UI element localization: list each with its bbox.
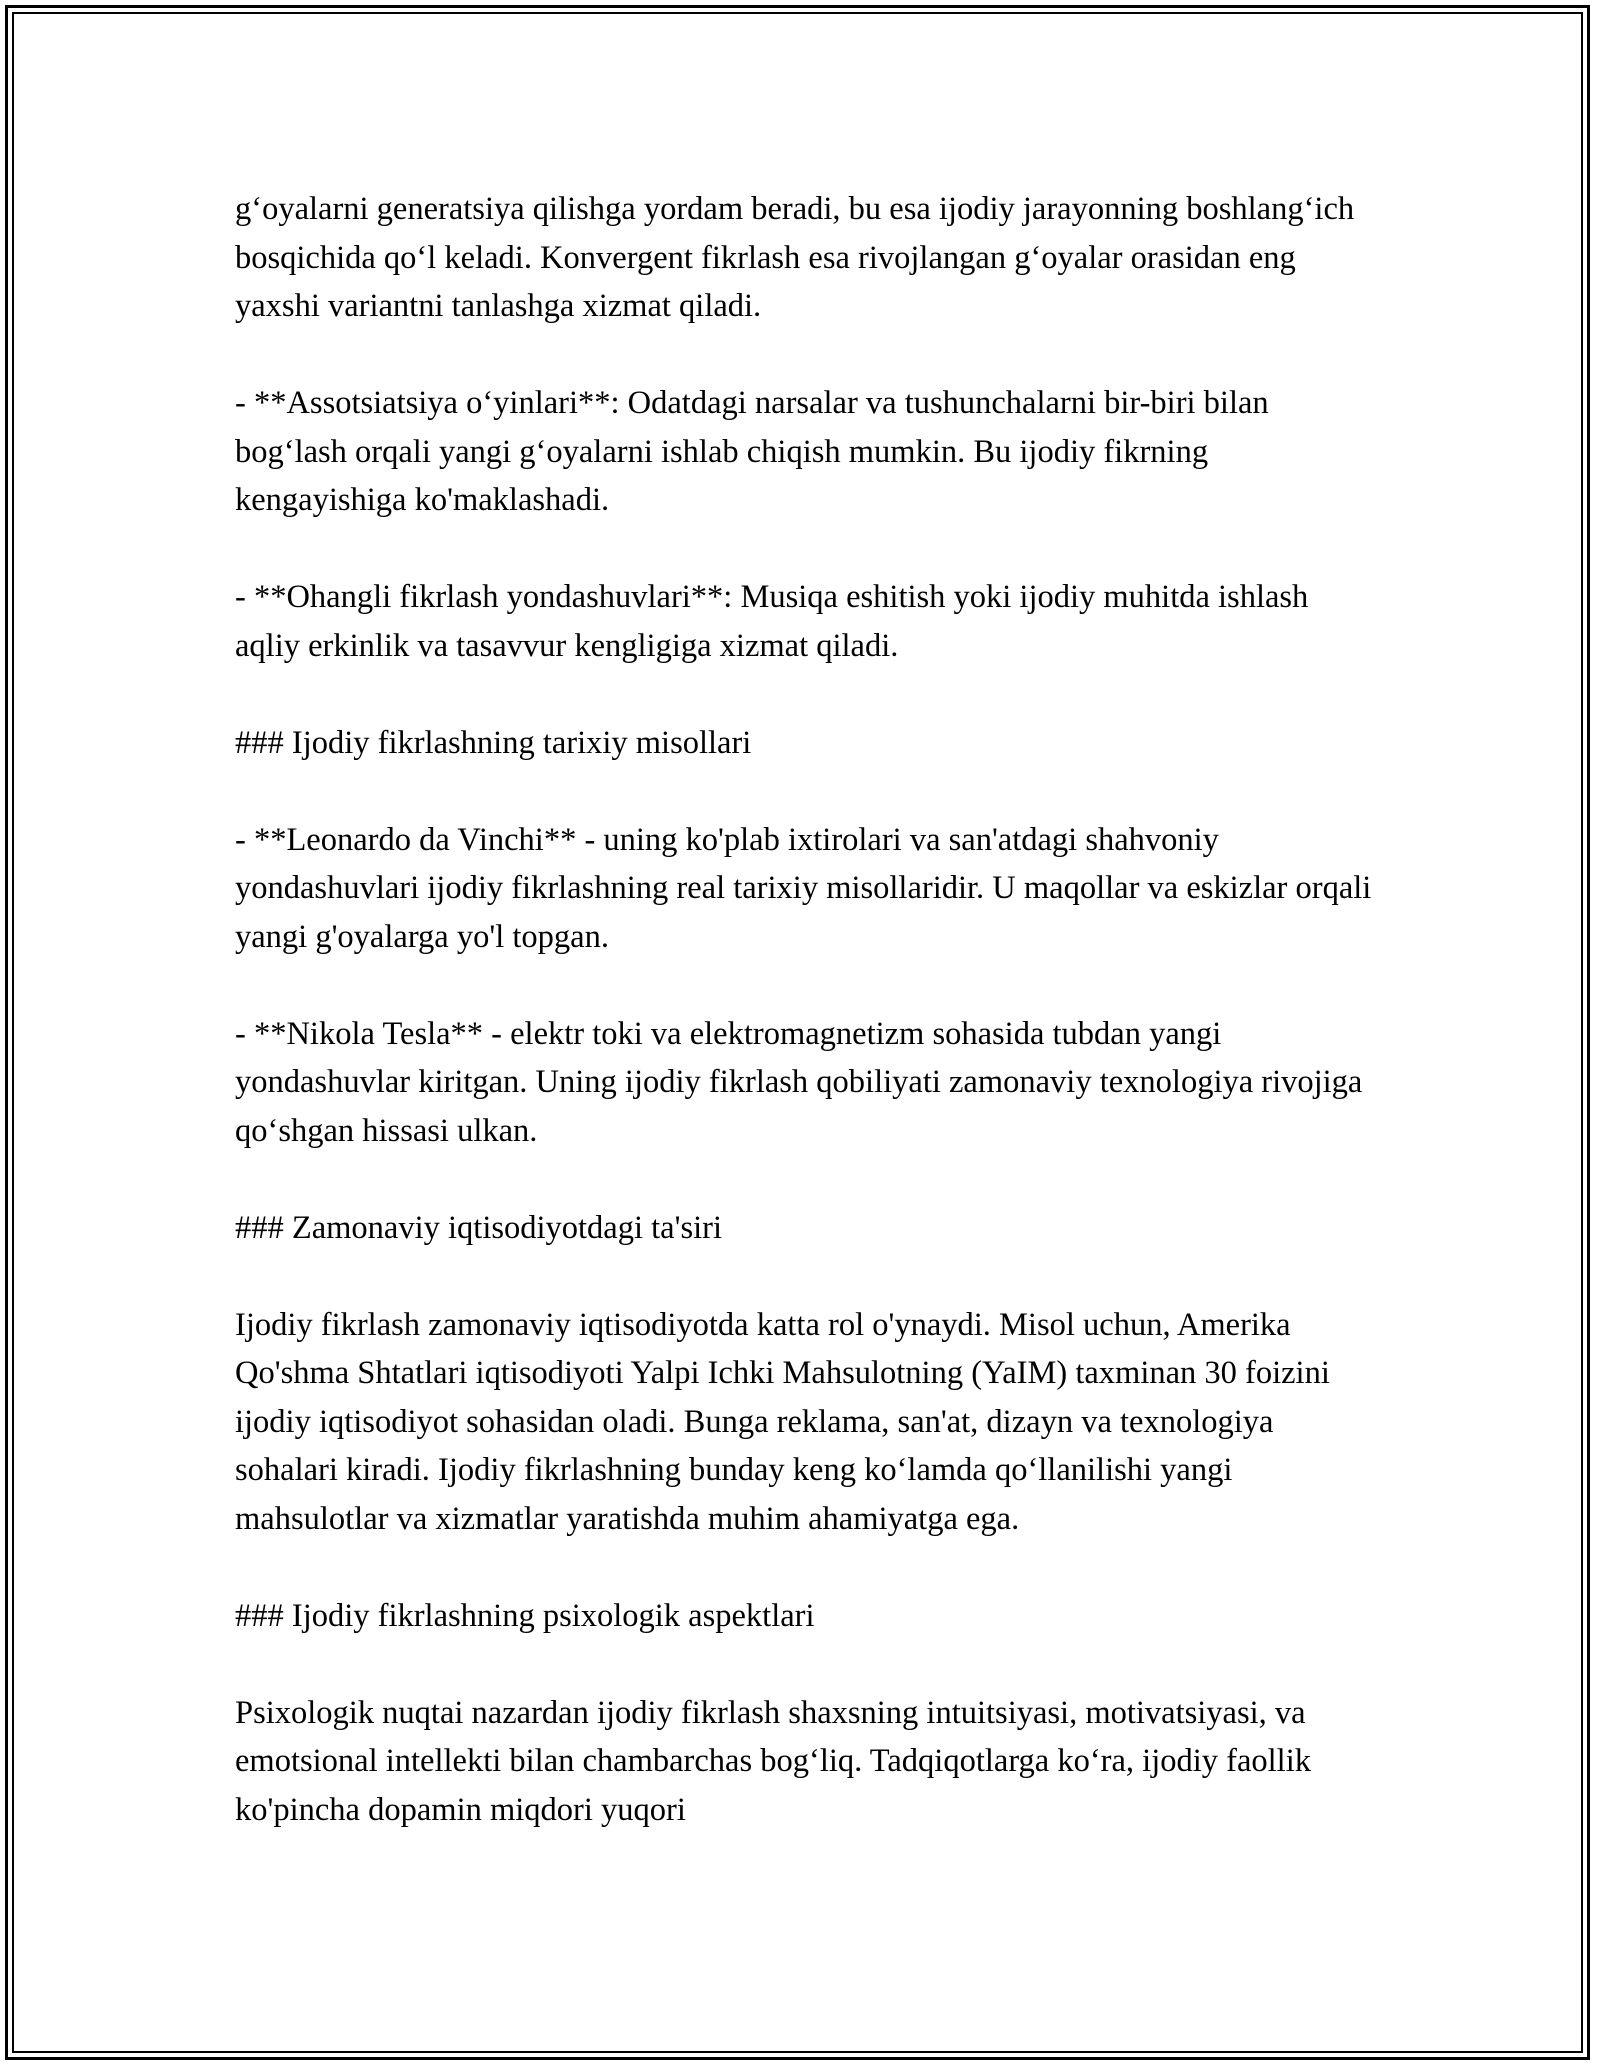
heading-historical-examples: ### Ijodiy fikrlashning tarixiy misollari [235,724,752,761]
paragraph-psychology: Psixologik nuqtai nazardan ijodiy fikrlash shaxsning intuitsiyasi, motivatsiyasi, va emotsional intellekti bilan chambarchas bog‘liq. Tadqiqotlarga ko‘ra, ijodiy faollik ko'pincha dopamin miqdori yuqori [235,1694,1311,1828]
paragraph-tesla: - **Nikola Tesla** - elektr toki va elektromagnetizm sohasida tubdan yangi yondashuvlar kiritgan. Uning ijodiy fikrlash qobiliyati zamonaviy texnologiya rivojiga qo‘shgan hissasi ulkan. [235,1015,1363,1149]
paragraph-economy: Ijodiy fikrlash zamonaviy iqtisodiyotda katta rol o'ynaydi. Misol uchun, Amerika Qo'shma Shtatlari iqtisodiyoti Yalpi Ichki Mahsulotning (YaIM) taxminan 30 foizini ijodiy iqtisodiyot sohasidan oladi. Bunga reklama, san'at, dizayn va texnologiya sohalari kiradi. Ijodiy fikrlashning bunday keng ko‘lamda qo‘llanilishi yangi mahsulotlar va xizmatlar yaratishda muhim ahamiyatga ega. [235,1306,1330,1537]
document-body [235,185,1375,1834]
paragraph-melodic-thinking: - **Ohangli fikrlash yondashuvlari**: Musiqa eshitish yoki ijodiy muhitda ishlash aqliy erkinlik va tasavvur kengligiga xizmat qiladi. [235,579,1309,664]
heading-modern-economy: ### Zamonaviy iqtisodiyotdagi ta'siri [235,1209,722,1246]
paragraph-association-games: - **Assotsiatsiya o‘yinlari**: Odatdagi narsalar va tushunchalarni bir-biri bilan bog‘lash orqali yangi g‘oyalarni ishlab chiqish mumkin. Bu ijodiy fikrning kengayishiga ko'maklashadi. [235,385,1269,518]
paragraph-divergent-convergent: g‘oyalarni generatsiya qilishga yordam beradi, bu esa ijodiy jarayonning boshlang‘ich bosqichida qo‘l keladi. Konvergent fikrlash esa rivojlangan g‘oyalar orasidan eng yaxshi variantni tanlashga xizmat qiladi. [235,191,1355,324]
heading-psychological-aspects: ### Ijodiy fikrlashning psixologik aspektlari [235,1597,815,1634]
paragraph-leonardo: - **Leonardo da Vinchi** - uning ko'plab ixtirolari va san'atdagi shahvoniy yondashuvlari ijodiy fikrlashning real tarixiy misollaridir. U maqollar va eskizlar orqali yangi g'oyalarga yo'l topgan. [235,821,1372,955]
